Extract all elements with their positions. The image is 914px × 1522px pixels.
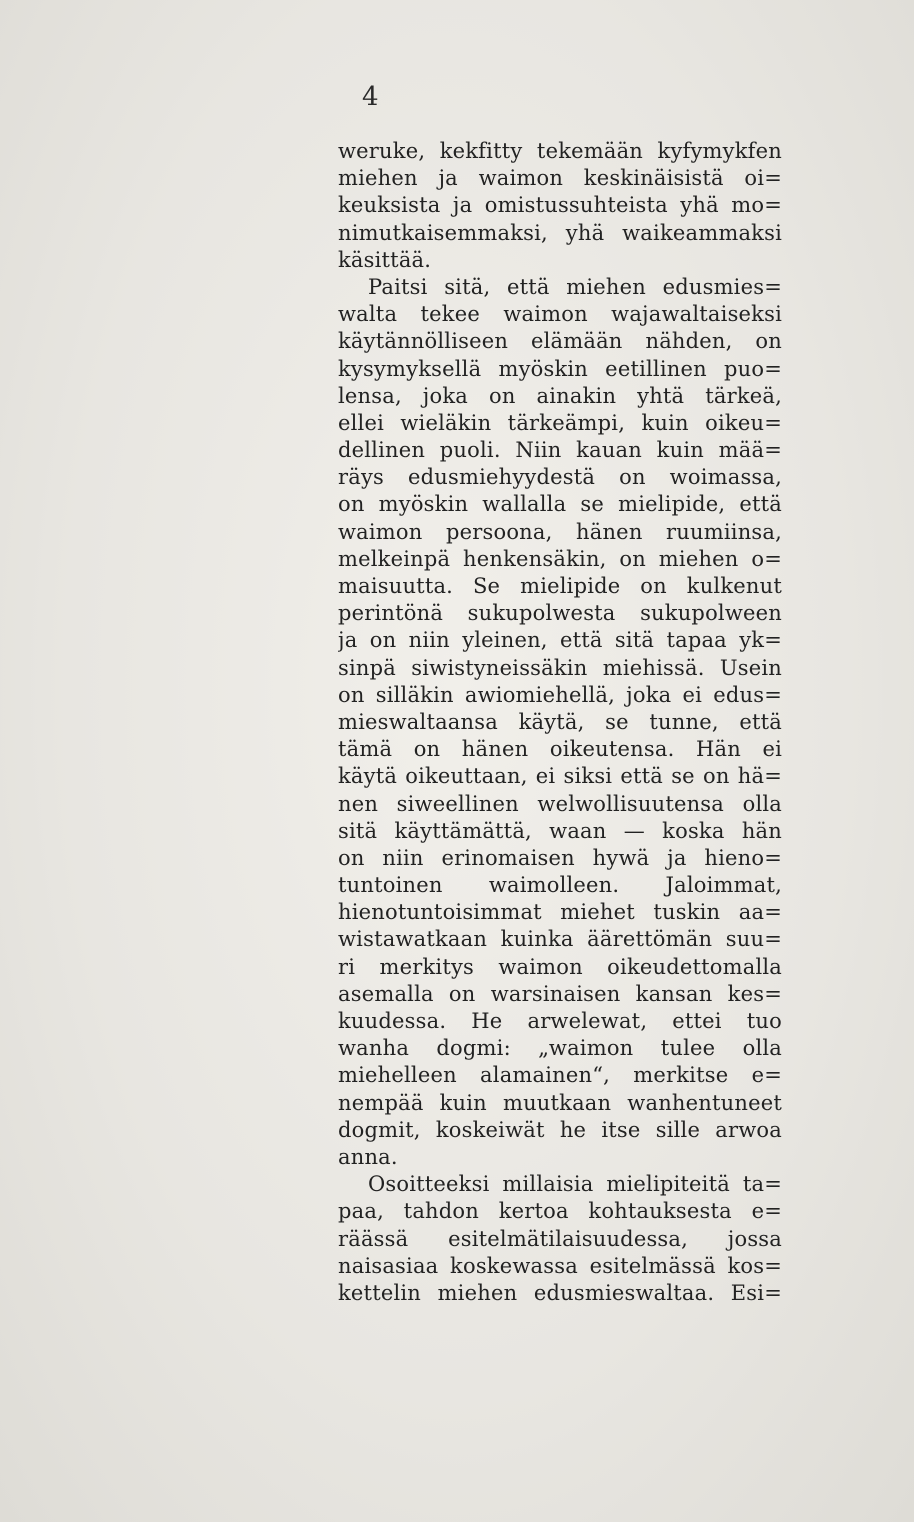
text-line: nen siweellinen welwollisuutensa olla: [338, 791, 782, 816]
text-line: nimutkaisemmaksi, yhä waikeammaksi: [338, 220, 782, 245]
text-line: lensa, joka on ainakin yhtä tärkeä,: [338, 383, 782, 408]
text-line: dogmit, koskeiwät he itse sille arwoa: [338, 1117, 782, 1142]
page-number: 4: [362, 82, 379, 112]
text-line: sitä käyttämättä, waan — koska hän: [338, 818, 782, 843]
text-line: on silläkin awiomiehellä, joka ei edus=: [338, 682, 782, 707]
text-line: melkeinpä henkensäkin, on miehen o=: [338, 546, 782, 571]
text-line: tuntoinen waimolleen. Jaloimmat,: [338, 873, 782, 898]
text-line: naisasiaa koskewassa esitelmässä kos=: [338, 1253, 782, 1278]
text-line: räys edusmiehyydestä on woimassa,: [338, 465, 782, 490]
text-line: keuksista ja omistussuhteista yhä mo=: [338, 193, 782, 218]
text-line: kuudessa. He arwelewat, ettei tuo: [338, 1009, 782, 1033]
text-line: walta tekee waimon wajawaltaiseksi: [338, 302, 782, 327]
text-line: tämä on hänen oikeutensa. Hän ei: [338, 737, 782, 762]
text-line: käytännölliseen elämään nähden, on: [338, 329, 782, 354]
text-line: miehelleen alamainen“, merkitse e=: [338, 1063, 782, 1088]
text-line: hienotuntoisimmat miehet tuskin aa=: [338, 900, 782, 925]
text-line: asemalla on warsinaisen kansan kes=: [338, 981, 782, 1006]
text-line: maisuutta. Se mielipide on kulkenut: [338, 574, 782, 598]
text-line: on niin erinomaisen hywä ja hieno=: [338, 845, 782, 870]
text-line: Osoitteeksi millaisia mielipiteitä ta=: [368, 1172, 782, 1197]
text-line: nempää kuin muutkaan wanhentuneet: [338, 1090, 782, 1115]
text-line: wistawatkaan kuinka äärettömän suu=: [338, 927, 782, 952]
text-line: mieswaltaansa käytä, se tunne, että: [338, 709, 782, 734]
text-line: sinpä siwistyneissäkin miehissä. Usein: [338, 655, 782, 680]
text-line: dellinen puoli. Niin kauan kuin mää=: [338, 438, 782, 463]
text-line: wanha dogmi: „waimon tulee olla: [338, 1036, 782, 1061]
body-text: [338, 138, 782, 1307]
text-line: ri merkitys waimon oikeudettomalla: [338, 954, 782, 979]
text-line: waimon persoona, hänen ruumiinsa,: [338, 519, 782, 544]
text-line: kettelin miehen edusmieswaltaa. Esi=: [338, 1280, 782, 1305]
text-line: ellei wieläkin tärkeämpi, kuin oikeu=: [338, 410, 782, 435]
text-line: paa, tahdon kertoa kohtauksesta e=: [338, 1199, 782, 1224]
text-line: käsittää.: [338, 247, 432, 272]
text-line: räässä esitelmätilaisuudessa, jossa: [338, 1226, 782, 1251]
text-line: kysymyksellä myöskin eetillinen puo=: [338, 356, 782, 381]
text-line: miehen ja waimon keskinäisistä oi=: [338, 166, 782, 191]
text-line: weruke, kekfitty tekemään kyfymykfen: [338, 139, 782, 163]
text-line: käytä oikeuttaan, ei siksi että se on hä=: [338, 764, 782, 789]
text-line: ja on niin yleinen, että sitä tapaa yk=: [338, 628, 782, 653]
text-line: Paitsi sitä, että miehen edusmies=: [368, 274, 782, 299]
text-line: anna.: [338, 1144, 398, 1169]
text-line: perintönä sukupolwesta sukupolween: [338, 601, 782, 626]
text-line: on myöskin wallalla se mielipide, että: [338, 492, 782, 517]
